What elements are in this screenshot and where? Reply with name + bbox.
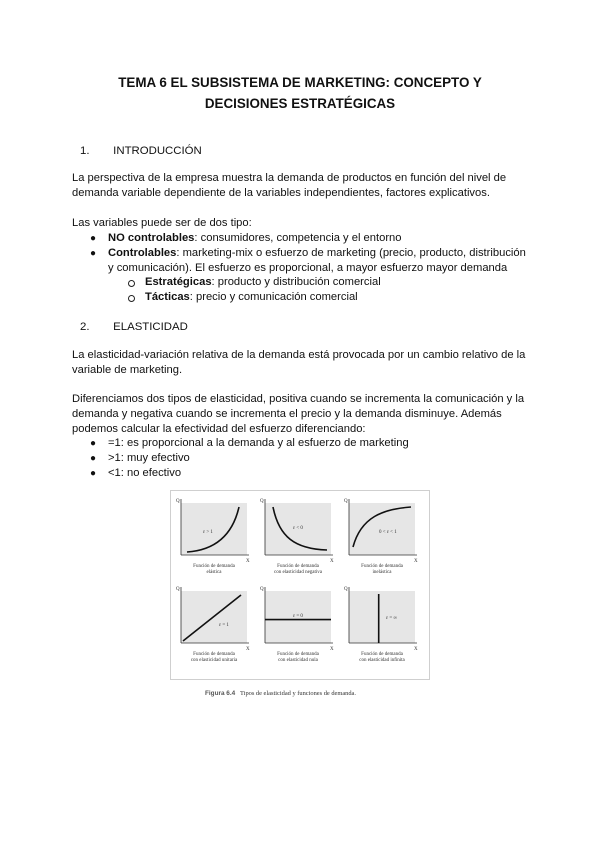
page-title — [60, 72, 540, 114]
paragraph-line: La perspectiva de la empresa muestra la demanda de productos en función del nivel de — [72, 172, 507, 184]
section-heading-elasticidad — [80, 320, 188, 334]
sublist-item-estrategicas — [145, 275, 381, 290]
elasticity-label: ε = 0 — [293, 614, 303, 619]
paragraph-line: demanda variable dependiente de la variables independientes, factores explicativos. — [72, 187, 490, 199]
elasticity-label: 0 < ε < 1 — [379, 530, 397, 535]
sublist-item-tacticas — [145, 290, 358, 305]
bullet-icon: ● — [90, 233, 97, 244]
list-item-equal-one: =1: es proporcional a la demanda y al esfuerzo de marketing — [108, 437, 409, 449]
panel-caption-line: Función de demanda — [277, 652, 319, 657]
list-item-greater-one: >1: muy efectivo — [108, 452, 190, 464]
elasticity-label: ε > 1 — [203, 530, 213, 535]
panel-caption-line: con elasticidad nula — [278, 658, 318, 663]
axis-label-x: X — [246, 647, 250, 652]
intro-paragraph-2: Las variables puede ser de dos tipo: — [72, 217, 252, 229]
panel-caption-line: con elasticidad negativa — [273, 570, 323, 575]
figure-caption — [205, 690, 425, 697]
panel-caption-line: Función de demanda — [361, 564, 403, 569]
section-number: 1. — [80, 145, 90, 157]
panel-caption-line: con elasticidad unitaria — [190, 658, 238, 663]
list-item-text: : marketing-mix o esfuerzo de marketing (precio, producto, distribución — [176, 247, 526, 259]
list-item-text: : consumidores, competencia y el entorno — [194, 232, 402, 244]
list-item-bold: Estratégicas — [145, 276, 212, 288]
bullet-icon: ● — [90, 468, 97, 479]
list-item-text: : producto y distribución comercial — [211, 276, 381, 288]
list-item-less-one: <1: no efectivo — [108, 467, 182, 479]
axis-label-y: Q — [260, 499, 264, 504]
elasticity-figure — [170, 490, 430, 680]
bullet-icon: ● — [90, 248, 97, 259]
elasticity-label: ε = 1 — [219, 623, 229, 628]
axis-label-x: X — [246, 559, 250, 564]
axis-label-y: Q — [176, 587, 180, 592]
circle-bullet-icon — [128, 280, 135, 287]
elasticity-figure-svg — [171, 491, 429, 679]
list-item-no-controlables — [108, 231, 402, 246]
list-item-text: : precio y comunicación comercial — [189, 291, 358, 303]
circle-bullet-icon — [128, 295, 135, 302]
paragraph-line: variable de marketing. — [72, 364, 183, 376]
section-heading-introduccion — [80, 144, 202, 158]
list-item-bold: NO controlables — [108, 232, 195, 244]
panel-background — [181, 503, 247, 555]
paragraph-line: La elasticidad-variación relativa de la demanda está provocada por un cambio relativo de la — [72, 349, 526, 361]
axis-label-y: Q — [344, 499, 348, 504]
axis-label-y: Q — [260, 587, 264, 592]
list-item-controlables — [108, 246, 526, 261]
axis-label-x: X — [414, 647, 418, 652]
section-title: ELASTICIDAD — [113, 321, 188, 333]
panel-caption-line: Función de demanda — [361, 652, 403, 657]
axis-label-x: X — [330, 647, 334, 652]
axis-label-x: X — [414, 559, 418, 564]
intro-paragraph-1 — [72, 171, 532, 201]
paragraph-line: Diferenciamos dos tipos de elasticidad, positiva cuando se incrementa la comunicación y la — [72, 393, 525, 405]
section-title: INTRODUCCIÓN — [113, 145, 202, 157]
list-item-bold: Controlables — [108, 247, 177, 259]
panel-background — [349, 591, 415, 643]
figure-caption-label: Figura 6.4 — [205, 690, 236, 697]
panel-caption-line: elástica — [206, 570, 222, 575]
paragraph-line: demanda y negativa cuando se incrementa el precio y la demanda disminuye. Además — [72, 408, 502, 420]
list-item-bold: Tácticas — [145, 291, 190, 303]
elasticity-paragraph-2 — [72, 392, 532, 437]
elasticity-paragraph-1 — [72, 348, 532, 378]
title-line-2: DECISIONES ESTRATÉGICAS — [204, 96, 396, 111]
panel-background — [349, 503, 415, 555]
panel-caption-line: Función de demanda — [193, 652, 235, 657]
panel-caption-line: Función de demanda — [277, 564, 319, 569]
elasticity-label: ε = ∞ — [386, 616, 397, 621]
axis-label-y: Q — [176, 499, 180, 504]
title-line-1: TEMA 6 EL SUBSISTEMA DE MARKETING: CONCEPTO Y — [118, 75, 482, 90]
figure-caption-text: Tipos de elasticidad y funciones de demanda. — [239, 690, 356, 697]
bullet-icon: ● — [90, 438, 97, 449]
panel-caption-line: con elasticidad infinita — [359, 658, 405, 663]
panel-caption-line: inelástica — [372, 570, 392, 575]
axis-label-x: X — [330, 559, 334, 564]
paragraph-line: podemos calcular la efectividad del esfuerzo diferenciando: — [72, 423, 366, 435]
panel-caption-line: Función de demanda — [193, 564, 235, 569]
list-item-continuation: y comunicación). El esfuerzo es proporcional, a mayor esfuerzo mayor demanda — [108, 262, 508, 274]
section-number: 2. — [80, 321, 90, 333]
elasticity-label: ε < 0 — [293, 526, 303, 531]
bullet-icon: ● — [90, 453, 97, 464]
axis-label-y: Q — [344, 587, 348, 592]
